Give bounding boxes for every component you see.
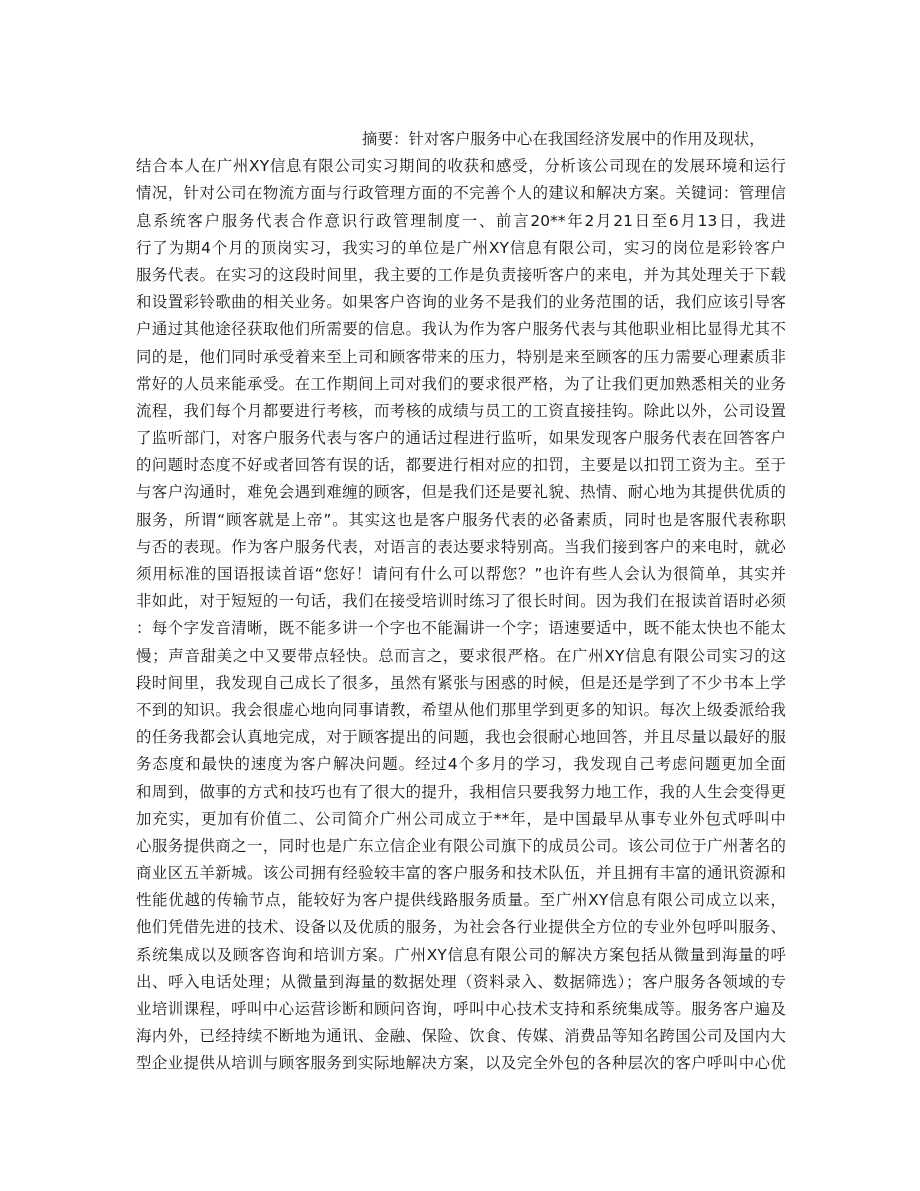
text-line: 的问题时态度不好或者回答有误的话，都要进行相对应的扣罚，主要是以扣罚工资为主。至于 <box>136 456 786 475</box>
text-line: 情况，针对公司在物流方面与行政管理方面的不完善个人的建议和解决方案。关键词：管理信 <box>136 184 786 203</box>
text-line: 常好的人员来能承受。在工作期间上司对我们的要求很严格，为了让我们更加熟悉相关的业务 <box>136 374 786 393</box>
text-line: 段时间里，我发现自己成长了很多，虽然有紧张与困惑的时候，但是还是学到了不少书本上学 <box>136 673 786 692</box>
text-line: 务态度和最快的速度为客户解决问题。经过4个多月的学习，我发现自己考虑问题更加全面 <box>136 755 786 774</box>
text-line: 心服务提供商之一，同时也是广东立信企业有限公司旗下的成员公司。该公司位于广州著名的 <box>136 836 786 855</box>
document-body <box>136 126 786 1078</box>
text-line: 出、呼入电话处理；从微量到海量的数据处理（资料录入、数据筛选）；客户服务各领域的专 <box>136 972 786 991</box>
text-line: 慢；声音甜美之中又要带点轻快。总而言之，要求很严格。在广州XY信息有限公司实习的这 <box>136 646 786 665</box>
text-line: 和周到，做事的方式和技巧也有了很大的提升，我相信只要我努力地工作，我的人生会变得更 <box>136 782 786 801</box>
text-line: 息系统客户服务代表合作意识行政管理制度一、前言20**年2月21日至6月13日，我进 <box>136 211 786 230</box>
text-line: 非如此，对于短短的一句话，我们在接受培训时练习了很长时间。因为我们在报读首语时必须 <box>136 592 786 611</box>
text-line: 的任务我都会认真地完成，对于顾客提出的问题，我也会很耐心地回答，并且尽量以最好的服 <box>136 728 786 747</box>
text-line: 性能优越的传输节点，能较好为客户提供线路服务质量。至广州XY信息有限公司成立以来， <box>136 891 786 910</box>
text-line: 系统集成以及顾客咨询和培训方案。广州XY信息有限公司的解决方案包括从微量到海量的呼 <box>136 945 786 964</box>
text-line: 商业区五羊新城。该公司拥有经验较丰富的客户服务和技术队伍，并且拥有丰富的通讯资源和 <box>136 864 786 883</box>
text-line: 了监听部门，对客户服务代表与客户的通话过程进行监听，如果发现客户服务代表在回答客户 <box>136 429 786 448</box>
text-line: 须用标准的国语报读首语“您好！请问有什么可以帮您？”也许有些人会认为很简单，其实并 <box>136 565 786 583</box>
text-line: ：每个字发音清晰，既不能多讲一个字也不能漏讲一个字；语速要适中，既不能太快也不能太 <box>136 619 786 638</box>
text-line: 业培训课程，呼叫中心运营诊断和顾问咨询，呼叫中心技术支持和系统集成等。服务客户遍及 <box>136 1000 786 1018</box>
text-line: 与客户沟通时，难免会遇到难缠的顾客，但是我们还是要礼貌、热情、耐心地为其提供优质的 <box>136 483 786 502</box>
text-line: 服务，所谓“顾客就是上帝”。其实这也是客户服务代表的必备素质，同时也是客服代表称职 <box>136 510 786 529</box>
text-line: 型企业提供从培训与顾客服务到实际地解决方案，以及完全外包的各种层次的客户呼叫中心优 <box>136 1054 786 1073</box>
text-line: 行了为期4个月的顶岗实习，我实习的单位是广州XY信息有限公司，实习的岗位是彩铃客户 <box>136 238 786 257</box>
text-line: 同的是，他们同时承受着来至上司和顾客带来的压力，特别是来至顾客的压力需要心理素质非 <box>136 347 786 366</box>
text-line: 流程，我们每个月都要进行考核，而考核的成绩与员工的工资直接挂钩。除此以外，公司设置 <box>136 401 786 420</box>
text-line: 结合本人在广州XY信息有限公司实习期间的收获和感受，分析该公司现在的发展环境和运行 <box>136 157 786 176</box>
text-line: 他们凭借先进的技术、设备以及优质的服务，为社会各行业提供全方位的专业外包呼叫服务、 <box>136 918 786 937</box>
text-line: 户通过其他途径获取他们所需要的信息。我认为作为客户服务代表与其他职业相比显得尤其不 <box>136 320 786 339</box>
text-line-abstract: 摘要：针对客户服务中心在我国经济发展中的作用及现状， <box>362 130 765 148</box>
text-line: 不到的知识。我会很虚心地向同事请教，希望从他们那里学到更多的知识。每次上级委派给我 <box>136 700 786 719</box>
text-line: 与否的表现。作为客户服务代表，对语言的表达要求特别高。当我们接到客户的来电时，就必 <box>136 537 786 556</box>
text-line: 服务代表。在实习的这段时间里，我主要的工作是负责接听客户的来电，并为其处理关于下载 <box>136 265 786 284</box>
text-line: 和设置彩铃歌曲的相关业务。如果客户咨询的业务不是我们的业务范围的话，我们应该引导客 <box>136 293 786 312</box>
text-line: 海内外，已经持续不断地为通讯、金融、保险、饮食、传媒、消费品等知名跨国公司及国内大 <box>136 1027 786 1046</box>
text-line: 加充实，更加有价值二、公司简介广州公司成立于**年，是中国最早从事专业外包式呼叫中 <box>136 809 786 828</box>
